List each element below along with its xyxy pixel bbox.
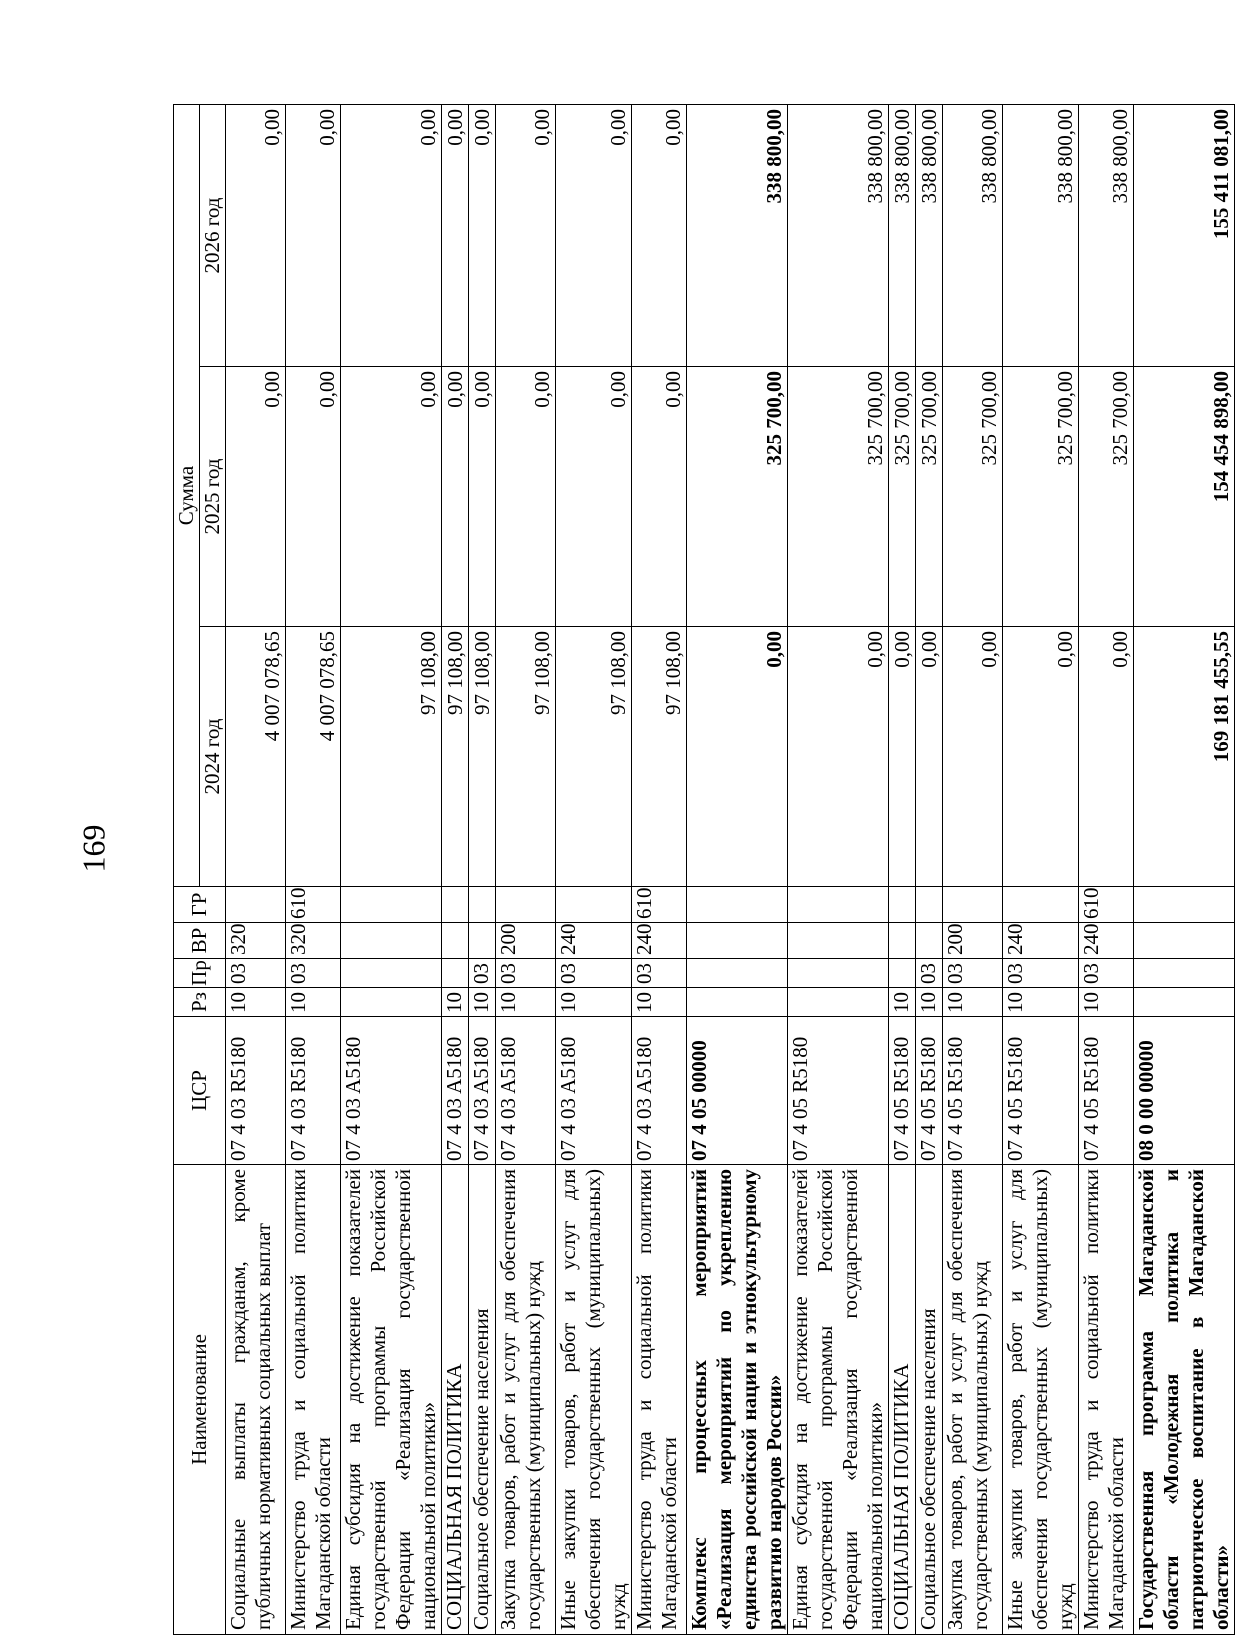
cell-y2026: 155 411 081,00 [1134, 104, 1235, 366]
cell-y2024: 0,00 [916, 627, 943, 887]
cell-gr: 610 [1079, 887, 1134, 923]
table-row [1003, 104, 1079, 1634]
cell-pr: 03 [1079, 959, 1134, 988]
cell-rz: 10 [442, 988, 469, 1017]
cell-csr: 07 4 05 R5180 [788, 1017, 889, 1165]
cell-y2026: 0,00 [442, 104, 469, 366]
cell-y2024: 97 108,00 [341, 627, 442, 887]
cell-pr [1134, 959, 1235, 988]
cell-y2024: 0,00 [788, 627, 889, 887]
cell-rz: 10 [226, 988, 286, 1017]
cell-y2024: 0,00 [943, 627, 1003, 887]
cell-vr [687, 923, 788, 959]
cell-pr: 03 [916, 959, 943, 988]
cell-y2026: 0,00 [226, 104, 286, 366]
cell-csr: 07 4 03 A5180 [632, 1017, 687, 1165]
cell-name: Закупка товаров, работ и услуг для обеспечения государственных (муниципальных) нужд [496, 1165, 556, 1635]
cell-name: Единая субсидия на достижение показателей государственной программы Российской Федерации «Реализация государственной национальной политики» [788, 1165, 889, 1635]
cell-csr: 07 4 03 A5180 [442, 1017, 469, 1165]
cell-y2026: 0,00 [286, 104, 341, 366]
cell-rz [788, 988, 889, 1017]
cell-gr [442, 887, 469, 923]
table-row [226, 104, 286, 1634]
cell-y2026: 338 800,00 [943, 104, 1003, 366]
cell-csr: 07 4 05 R5180 [1079, 1017, 1134, 1165]
cell-y2026: 0,00 [496, 104, 556, 366]
cell-name: Министерство труда и социальной политики Магаданской области [1079, 1165, 1134, 1635]
cell-y2024: 0,00 [1003, 627, 1079, 887]
cell-pr: 03 [286, 959, 341, 988]
cell-gr [1003, 887, 1079, 923]
table-row [916, 104, 943, 1634]
cell-vr: 240 [632, 923, 687, 959]
cell-y2025: 325 700,00 [943, 367, 1003, 627]
cell-gr: 610 [286, 887, 341, 923]
cell-y2026: 0,00 [469, 104, 496, 366]
cell-name: Министерство труда и социальной политики Магаданской области [286, 1165, 341, 1635]
table-row [1134, 104, 1235, 1634]
cell-y2026: 0,00 [556, 104, 632, 366]
table-row [442, 104, 469, 1634]
budget-table [173, 104, 1235, 1635]
table-row [469, 104, 496, 1634]
cell-y2024: 97 108,00 [442, 627, 469, 887]
cell-pr: 03 [226, 959, 286, 988]
cell-pr: 03 [943, 959, 1003, 988]
cell-y2024: 0,00 [687, 627, 788, 887]
cell-pr: 03 [1003, 959, 1079, 988]
cell-y2025: 325 700,00 [916, 367, 943, 627]
cell-name: Закупка товаров, работ и услуг для обеспечения государственных (муниципальных) нужд [943, 1165, 1003, 1635]
cell-vr: 240 [556, 923, 632, 959]
cell-gr [1134, 887, 1235, 923]
cell-pr [442, 959, 469, 988]
cell-gr: 610 [632, 887, 687, 923]
cell-gr [496, 887, 556, 923]
cell-y2026: 0,00 [632, 104, 687, 366]
cell-vr: 240 [1003, 923, 1079, 959]
cell-vr [469, 923, 496, 959]
cell-rz [1134, 988, 1235, 1017]
cell-pr [341, 959, 442, 988]
cell-pr: 03 [469, 959, 496, 988]
header-csr: ЦСР [174, 1017, 226, 1165]
cell-y2025: 0,00 [442, 367, 469, 627]
cell-vr [916, 923, 943, 959]
cell-csr: 07 4 05 00000 [687, 1017, 788, 1165]
table-row [556, 104, 632, 1634]
cell-y2024: 0,00 [1079, 627, 1134, 887]
cell-name: Иные закупки товаров, работ и услуг для обеспечения государственных (муниципальных) нужд [556, 1165, 632, 1635]
cell-y2025: 0,00 [632, 367, 687, 627]
cell-y2024: 97 108,00 [496, 627, 556, 887]
table-row [341, 104, 442, 1634]
cell-y2026: 0,00 [341, 104, 442, 366]
cell-y2026: 338 800,00 [687, 104, 788, 366]
cell-name: Комплекс процессных мероприятий «Реализация мероприятий по укреплению единства российской нации и этнокультурному развитию народов России» [687, 1165, 788, 1635]
cell-y2025: 0,00 [341, 367, 442, 627]
cell-vr [442, 923, 469, 959]
header-name: Наименование [174, 1165, 226, 1635]
cell-y2025: 0,00 [496, 367, 556, 627]
cell-y2026: 338 800,00 [1079, 104, 1134, 366]
header-pr: Пр [174, 959, 226, 988]
cell-rz: 10 [556, 988, 632, 1017]
cell-y2025: 325 700,00 [889, 367, 916, 627]
cell-y2024: 97 108,00 [469, 627, 496, 887]
table-body [226, 104, 1235, 1634]
header-vr: ВР [174, 923, 226, 959]
cell-csr: 07 4 05 R5180 [1003, 1017, 1079, 1165]
cell-rz: 10 [916, 988, 943, 1017]
cell-rz: 10 [469, 988, 496, 1017]
cell-name: Государственная программа Магаданской области «Молодежная политика и патриотическое воспитание в Магаданской области» [1134, 1165, 1235, 1635]
cell-pr [788, 959, 889, 988]
cell-y2025: 325 700,00 [1003, 367, 1079, 627]
cell-name: СОЦИАЛЬНАЯ ПОЛИТИКА [889, 1165, 916, 1635]
table-row [1079, 104, 1134, 1634]
cell-name: Единая субсидия на достижение показателей государственной программы Российской Федерации «Реализация государственной национальной политики» [341, 1165, 442, 1635]
cell-gr [341, 887, 442, 923]
table-row [496, 104, 556, 1634]
cell-csr: 07 4 05 R5180 [889, 1017, 916, 1165]
cell-y2026: 338 800,00 [1003, 104, 1079, 366]
cell-gr [788, 887, 889, 923]
cell-vr: 320 [226, 923, 286, 959]
cell-vr: 320 [286, 923, 341, 959]
cell-vr: 200 [943, 923, 1003, 959]
cell-gr [226, 887, 286, 923]
cell-y2025: 325 700,00 [1079, 367, 1134, 627]
cell-csr: 08 0 00 00000 [1134, 1017, 1235, 1165]
cell-rz: 10 [1079, 988, 1134, 1017]
cell-name: Министерство труда и социальной политики Магаданской области [632, 1165, 687, 1635]
table-row [788, 104, 889, 1634]
cell-rz: 10 [1003, 988, 1079, 1017]
cell-gr [889, 887, 916, 923]
cell-y2024: 97 108,00 [556, 627, 632, 887]
header-year-2024: 2024 год [200, 627, 226, 887]
cell-y2025: 0,00 [469, 367, 496, 627]
rotated-table-wrapper [173, 105, 1233, 1635]
cell-y2024: 0,00 [889, 627, 916, 887]
table-row [286, 104, 341, 1634]
cell-gr [687, 887, 788, 923]
cell-gr [943, 887, 1003, 923]
cell-y2026: 338 800,00 [788, 104, 889, 366]
cell-rz [341, 988, 442, 1017]
cell-y2025: 0,00 [556, 367, 632, 627]
cell-csr: 07 4 05 R5180 [943, 1017, 1003, 1165]
cell-name: Социальное обеспечение населения [916, 1165, 943, 1635]
cell-rz [687, 988, 788, 1017]
cell-y2025: 325 700,00 [788, 367, 889, 627]
cell-y2024: 4 007 078,65 [286, 627, 341, 887]
cell-csr: 07 4 03 A5180 [469, 1017, 496, 1165]
cell-vr: 200 [496, 923, 556, 959]
page-number: 169 [75, 824, 112, 873]
cell-rz: 10 [496, 988, 556, 1017]
cell-rz: 10 [632, 988, 687, 1017]
cell-csr: 07 4 05 R5180 [916, 1017, 943, 1165]
cell-gr [916, 887, 943, 923]
cell-name: Социальное обеспечение населения [469, 1165, 496, 1635]
cell-y2025: 0,00 [286, 367, 341, 627]
cell-y2025: 154 454 898,00 [1134, 367, 1235, 627]
cell-pr: 03 [496, 959, 556, 988]
cell-csr: 07 4 03 R5180 [226, 1017, 286, 1165]
cell-vr [788, 923, 889, 959]
table-row [889, 104, 916, 1634]
cell-pr [889, 959, 916, 988]
cell-y2024: 169 181 455,55 [1134, 627, 1235, 887]
cell-vr [889, 923, 916, 959]
cell-y2026: 338 800,00 [916, 104, 943, 366]
cell-rz: 10 [286, 988, 341, 1017]
header-year-2026: 2026 год [200, 104, 226, 366]
header-gr: ГР [174, 887, 226, 923]
cell-y2024: 97 108,00 [632, 627, 687, 887]
cell-csr: 07 4 03 A5180 [496, 1017, 556, 1165]
cell-rz: 10 [889, 988, 916, 1017]
cell-gr [556, 887, 632, 923]
table-row [632, 104, 687, 1634]
cell-vr [341, 923, 442, 959]
cell-y2025: 0,00 [226, 367, 286, 627]
cell-vr: 240 [1079, 923, 1134, 959]
cell-y2025: 325 700,00 [687, 367, 788, 627]
cell-csr: 07 4 03 A5180 [341, 1017, 442, 1165]
header-year-2025: 2025 год [200, 367, 226, 627]
cell-gr [469, 887, 496, 923]
cell-pr [687, 959, 788, 988]
table-row [943, 104, 1003, 1634]
cell-y2024: 4 007 078,65 [226, 627, 286, 887]
header-rz: Рз [174, 988, 226, 1017]
cell-y2026: 338 800,00 [889, 104, 916, 366]
table-row [687, 104, 788, 1634]
cell-name: Иные закупки товаров, работ и услуг для обеспечения государственных (муниципальных) нужд [1003, 1165, 1079, 1635]
cell-name: СОЦИАЛЬНАЯ ПОЛИТИКА [442, 1165, 469, 1635]
cell-csr: 07 4 03 A5180 [556, 1017, 632, 1165]
cell-vr [1134, 923, 1235, 959]
cell-csr: 07 4 03 R5180 [286, 1017, 341, 1165]
header-sum: Сумма [174, 104, 200, 886]
cell-name: Социальные выплаты гражданам, кроме публичных нормативных социальных выплат [226, 1165, 286, 1635]
cell-pr: 03 [632, 959, 687, 988]
cell-pr: 03 [556, 959, 632, 988]
cell-rz: 10 [943, 988, 1003, 1017]
